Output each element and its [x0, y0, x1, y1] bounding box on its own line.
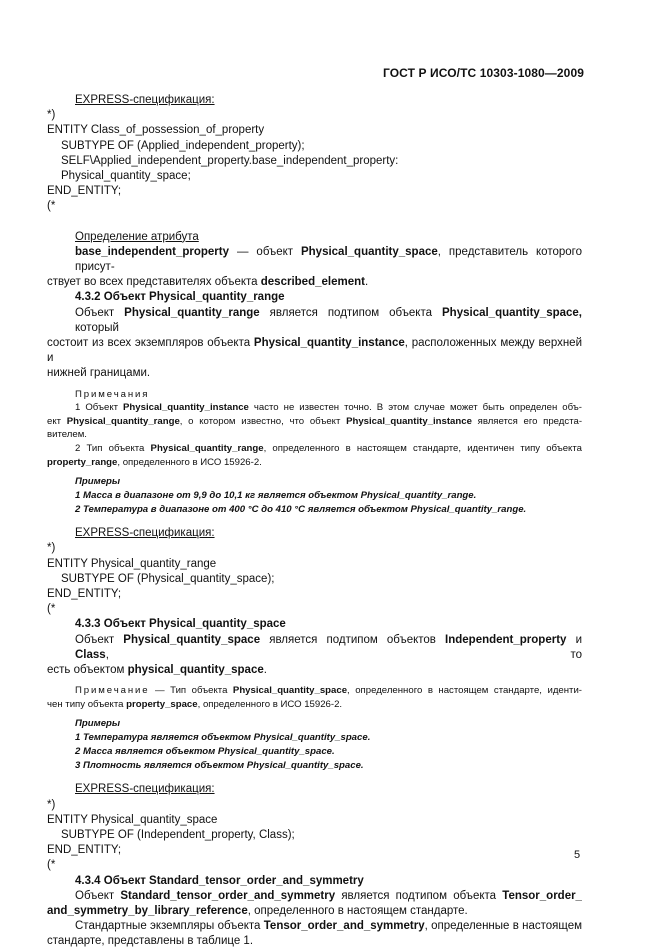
text-run: . [364, 276, 369, 289]
page-header: ГОСТ Р ИСО/ТС 10303-1080—2009 [383, 66, 584, 80]
text-run: , расположенных между верхней и [47, 337, 583, 365]
code-line: END_ENTITY; [47, 185, 122, 198]
term: Tensor_order_and_symmetry [263, 920, 425, 933]
text-run: , определенного в настоящем стандарте. [247, 905, 468, 918]
note-line [47, 698, 582, 712]
paragraph-line [47, 919, 582, 934]
example-line: 2 Температура в диапазоне от 400 °C до 410 °C является объектом Physical_quantity_range. [75, 504, 527, 516]
code-line: SUBTYPE OF (Independent_property, Class); [61, 829, 295, 842]
code-line: (* [47, 200, 56, 213]
note-line: вителем. [47, 429, 87, 441]
code-line: END_ENTITY; [47, 844, 122, 857]
paragraph-line [47, 904, 582, 919]
code-line: (* [47, 859, 56, 872]
express-spec-label: EXPRESS-спецификация: [75, 783, 215, 796]
note-line [47, 684, 582, 698]
text-run: является его предста- [471, 415, 583, 427]
term: Class [75, 648, 106, 661]
term: Physical_quantity_range [124, 306, 260, 319]
code-line: ENTITY Physical_quantity_space [47, 813, 218, 826]
text-run: , то [105, 648, 582, 661]
paragraph-line [47, 633, 582, 663]
text-run: объекта [453, 889, 497, 902]
text-run: который [75, 321, 119, 334]
code-line: Physical_quantity_space; [61, 170, 191, 183]
term: base_independent_property [75, 245, 230, 258]
term: physical_quantity_space [127, 664, 264, 677]
text-run: . [263, 664, 267, 677]
page-number: 5 [574, 849, 581, 861]
text-run: Объект [75, 633, 124, 646]
text-run: часто не известен точно. В этом случае может быть определен объ- [248, 402, 582, 414]
examples-title: Примеры [75, 476, 121, 488]
page-content [47, 93, 582, 950]
term: Physical_quantity_instance [253, 337, 405, 350]
code-line: ENTITY Physical_quantity_range [47, 557, 217, 570]
example-line: 1 Масса в диапазоне от 9,9 до 10,1 кг является объектом Physical_quantity_range. [75, 490, 477, 502]
note-title: Примечание [75, 685, 150, 697]
paragraph-line [47, 245, 582, 275]
text-run: подтипом [395, 889, 447, 902]
text-run: является [341, 889, 390, 902]
term: Tensor_order_ [502, 889, 582, 902]
note-line [47, 415, 582, 429]
text-run: является подтипом объектов [260, 633, 446, 646]
paragraph-line [47, 306, 582, 336]
notes-title: Примечания [75, 388, 150, 400]
text-run: , определенного в ИСО 15926-2. [197, 698, 343, 710]
text-run: есть объектом [47, 664, 128, 677]
term: Physical_quantity_range [150, 443, 264, 455]
text-run: , о котором известно, что объект [179, 415, 347, 427]
paragraph-line [47, 889, 582, 904]
term: Physical_quantity_instance [346, 415, 472, 427]
term: Physical_quantity_space [300, 245, 438, 258]
text-run: — объект [229, 245, 301, 258]
text-run: 1 Объект [75, 402, 124, 414]
paragraph-line: стандарте, представлены в таблице 1. [47, 935, 254, 948]
note-line [47, 401, 582, 415]
note-line [47, 442, 582, 456]
section-heading-4-3-2: 4.3.2 Объект Physical_quantity_range [75, 291, 285, 304]
text-run: , представитель которого присут- [75, 245, 582, 274]
code-line: *) [47, 798, 56, 811]
paragraph-line [47, 663, 582, 678]
term: described_element [260, 276, 365, 289]
text-run: ект [47, 415, 67, 427]
term: and_symmetry_by_library_reference [47, 905, 248, 918]
text-run: , определенного в настоящем стандарте, идентичен типу объекта [263, 443, 582, 455]
paragraph-line [47, 275, 582, 290]
code-line: SUBTYPE OF (Physical_quantity_space); [61, 572, 275, 585]
code-line: ENTITY Class_of_possession_of_property [47, 124, 265, 137]
example-line: 3 Плотность является объектом Physical_quantity_space. [75, 760, 364, 772]
section-heading-4-3-3: 4.3.3 Объект Physical_quantity_space [75, 618, 286, 631]
text-run: состоит из всех экземпляров объекта [47, 337, 254, 350]
code-line: *) [47, 542, 56, 555]
example-line: 1 Температура является объектом Physical_quantity_space. [75, 732, 371, 744]
code-line: SELF\Applied_independent_property.base_independent_property: [61, 154, 399, 167]
express-spec-label: EXPRESS-спецификация: [75, 527, 215, 540]
text-run: и [566, 633, 582, 646]
term: Physical_quantity_instance [123, 402, 249, 414]
term: Physical_quantity_space [232, 685, 348, 697]
code-line: SUBTYPE OF (Applied_independent_property); [61, 139, 305, 152]
paragraph-line: нижней границами. [47, 367, 151, 380]
note-line [47, 456, 582, 470]
text-run: является подтипом объекта [259, 306, 443, 319]
text-run: Стандартные экземпляры объекта [75, 920, 264, 933]
section-heading-4-3-4: 4.3.4 Объект Standard_tensor_order_and_symmetry [75, 874, 364, 887]
text-run: 2 Тип объекта [75, 443, 151, 455]
term: Physical_quantity_space, [442, 306, 582, 319]
code-line: END_ENTITY; [47, 588, 122, 601]
text-run: Объект [75, 306, 125, 319]
express-spec-label: EXPRESS-спецификация: [75, 94, 215, 106]
term: property_range [47, 456, 118, 468]
text-run: , определенного в ИСО 15926-2. [117, 456, 262, 468]
term: Physical_quantity_range [66, 415, 180, 427]
example-line: 2 Масса является объектом Physical_quantity_space. [75, 746, 335, 758]
paragraph-line [47, 336, 582, 366]
examples-title: Примеры [75, 718, 121, 730]
text-run: , определенного в настоящем стандарте, иденти- [347, 685, 582, 697]
term: Standard_tensor_order_and_symmetry [120, 889, 336, 902]
text-run: чен типу объекта [47, 698, 127, 710]
text-run: , определенные в настоящем [424, 920, 583, 933]
attribute-definition-heading: Определение атрибута [75, 230, 199, 243]
code-line: *) [47, 109, 56, 122]
term: Independent_property [445, 633, 567, 646]
text-run: Объект [75, 889, 115, 902]
text-run: — Тип объекта [149, 685, 233, 697]
term: property_space [126, 698, 198, 710]
term: Physical_quantity_space [123, 633, 261, 646]
code-line: (* [47, 603, 56, 616]
text-run: ствует во всех представителях объекта [47, 276, 261, 289]
